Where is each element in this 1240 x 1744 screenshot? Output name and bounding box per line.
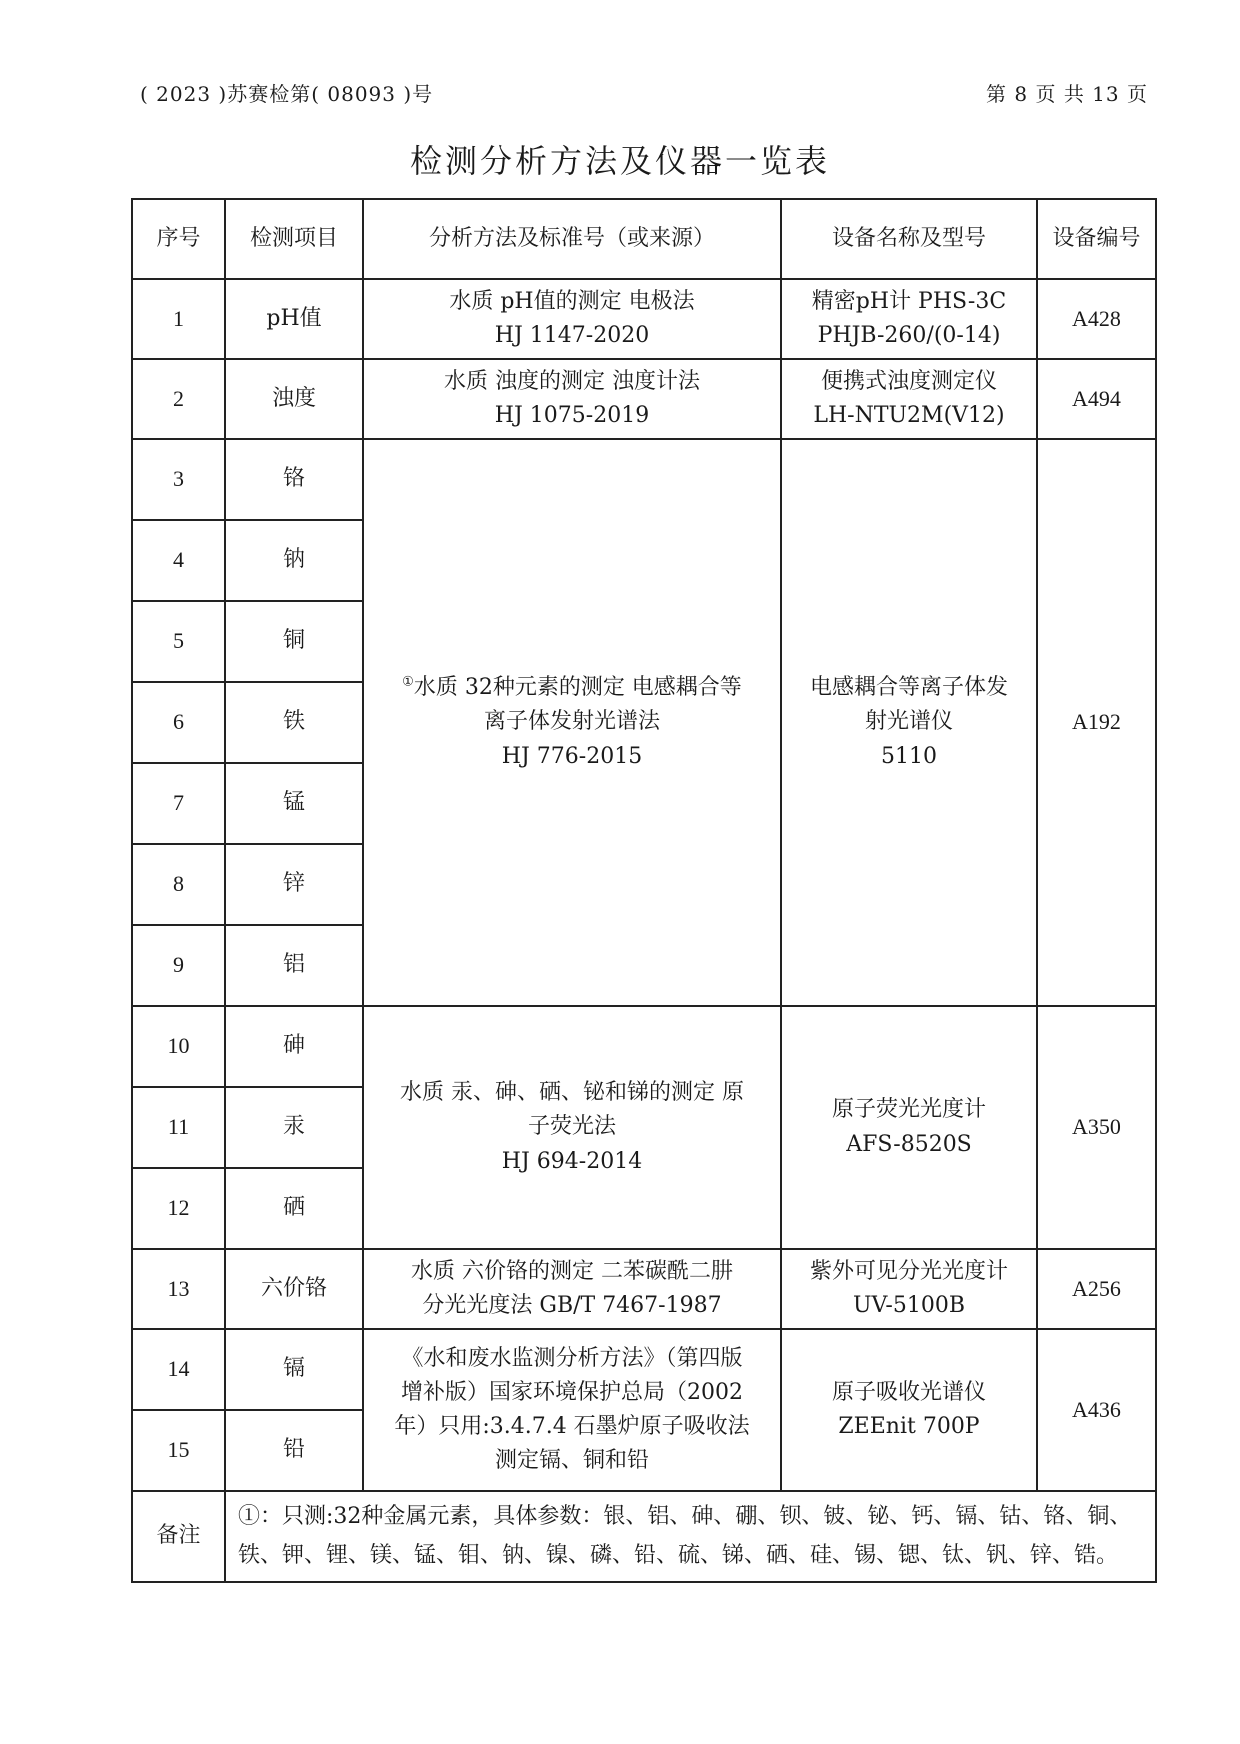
method-line [370,1342,774,1376]
item-cell: 钠 [225,520,363,601]
note-label: 备注 [132,1491,225,1582]
page-title: 检测分析方法及仪器一览表 [409,142,830,180]
seq-cell: 9 [132,925,225,1006]
seq-cell: 13 [132,1249,225,1329]
table-row [132,1006,1156,1087]
method-text: 分光光度法 GB/T 7467-1987 [422,1293,722,1318]
method-line [370,1110,774,1144]
col-header-method: 分析方法及标准号（或来源） [363,199,781,279]
table-row [132,439,1156,520]
device-no-cell: A256 [1037,1249,1156,1329]
device-no-cell: A436 [1037,1329,1156,1491]
method-line [370,1145,774,1179]
item-cell: 铜 [225,601,363,682]
device-line: 精密pH计 PHS-3C [811,288,1007,314]
device-line: 紫外可见分光光度计 [809,1258,1008,1284]
col-header-seq: 序号 [132,199,225,279]
col-header-device-no: 设备编号 [1037,199,1156,279]
item-cell: 锰 [225,763,363,844]
device-cell [781,279,1037,359]
methods-table [131,198,1157,1583]
device-cell [781,359,1037,439]
method-cell [363,1329,781,1491]
device-cell [781,1329,1037,1491]
device-no-cell: A350 [1037,1006,1156,1249]
method-text: HJ 776-2015 [501,743,643,769]
method-text: 水质 汞、砷、硒、铋和锑的测定 原 [400,1080,744,1106]
device-line: 原子荧光光度计 [831,1097,986,1123]
item-cell: 浊度 [225,359,363,439]
table-row [132,1249,1156,1329]
seq-cell: 12 [132,1168,225,1249]
device-line: AFS-8520S [846,1131,972,1157]
seq-cell: 2 [132,359,225,439]
device-cell [781,1249,1037,1329]
method-text: 水质 浊度的测定 浊度计法 [444,368,700,394]
page-indicator: 第 8 页 共 13 页 [986,82,1148,106]
device-line: 射光谱仪 [864,709,953,735]
device-no-cell: A192 [1037,439,1156,1006]
method-text: 水质 pH值的测定 电极法 [449,288,695,314]
seq-cell: 14 [132,1329,225,1410]
item-cell: 铁 [225,682,363,763]
method-cell [363,1249,781,1329]
method-cell [363,1006,781,1249]
method-line [370,1289,774,1323]
method-line [370,399,774,433]
method-line [370,285,774,319]
device-line: LH-NTU2M(V12) [813,403,1005,428]
report-number: ( 2023 )苏赛检第( 08093 )号 [140,82,434,106]
item-cell: 锌 [225,844,363,925]
seq-cell: 5 [132,601,225,682]
item-cell: 铬 [225,439,363,520]
table-row [132,279,1156,359]
item-cell: 镉 [225,1329,363,1410]
method-line [370,1410,774,1444]
device-cell [781,1006,1037,1249]
device-no-cell: A494 [1037,359,1156,439]
method-line [370,705,774,739]
seq-cell: 15 [132,1410,225,1491]
device-line: UV-5100B [853,1293,965,1318]
method-text: 测定镉、铜和铅 [494,1448,649,1474]
note-row [132,1491,1156,1582]
method-line [370,365,774,399]
table-body [132,279,1156,1491]
table-row [132,1329,1156,1410]
method-line [370,1076,774,1110]
device-line: 电感耦合等离子体发 [809,675,1008,701]
method-text: HJ 1147-2020 [494,323,650,348]
method-text: 水质 六价铬的测定 二苯碳酰二肼 [411,1258,733,1284]
method-cell [363,279,781,359]
col-header-item: 检测项目 [225,199,363,279]
method-line [370,671,774,705]
seq-cell: 4 [132,520,225,601]
item-cell: 汞 [225,1087,363,1168]
method-text: 离子体发射光谱法 [483,709,660,735]
seq-cell: 10 [132,1006,225,1087]
method-line [370,1255,774,1289]
device-line: ZEEnit 700P [838,1414,980,1439]
method-text: 年）只用:3.4.7.4 石墨炉原子吸收法 [394,1414,750,1439]
table-row [132,359,1156,439]
device-no-cell: A428 [1037,279,1156,359]
method-text: HJ 1075-2019 [494,403,650,428]
item-cell: 铝 [225,925,363,1006]
method-line [370,1444,774,1478]
device-cell [781,439,1037,1006]
col-header-device: 设备名称及型号 [781,199,1037,279]
item-cell: 铅 [225,1410,363,1491]
method-line [370,1376,774,1410]
footnote-mark: ① [402,675,414,691]
method-line [370,740,774,774]
seq-cell: 3 [132,439,225,520]
method-line [370,319,774,353]
item-cell: 硒 [225,1168,363,1249]
header-row [132,199,1156,279]
method-text: 《水和废水监测分析方法》（第四版 [401,1345,743,1371]
device-line: 5110 [881,743,937,769]
seq-cell: 6 [132,682,225,763]
seq-cell: 11 [132,1087,225,1168]
seq-cell: 8 [132,844,225,925]
method-cell [363,359,781,439]
method-text: 水质 32种元素的测定 电感耦合等 [413,675,742,701]
device-line: 原子吸收光谱仪 [831,1379,986,1405]
method-text: HJ 694-2014 [501,1148,643,1174]
method-text: 增补版）国家环境保护总局（2002 [401,1379,743,1405]
item-cell: pH值 [225,279,363,359]
seq-cell: 1 [132,279,225,359]
device-line: PHJB-260/(0-14) [817,323,1001,348]
seq-cell: 7 [132,763,225,844]
item-cell: 砷 [225,1006,363,1087]
device-line: 便携式浊度测定仪 [820,368,997,394]
method-cell [363,439,781,1006]
item-cell: 六价铬 [225,1249,363,1329]
method-text: 子荧光法 [527,1114,616,1140]
note-text: ①：只测:32种金属元素，具体参数：银、铝、砷、硼、钡、铍、铋、钙、镉、钴、铬、铜、铁、钾、锂、镁、锰、钼、钠、镍、磷、铅、硫、锑、硒、硅、锡、锶、钛、钒、锌、锆。 [225,1491,1156,1582]
